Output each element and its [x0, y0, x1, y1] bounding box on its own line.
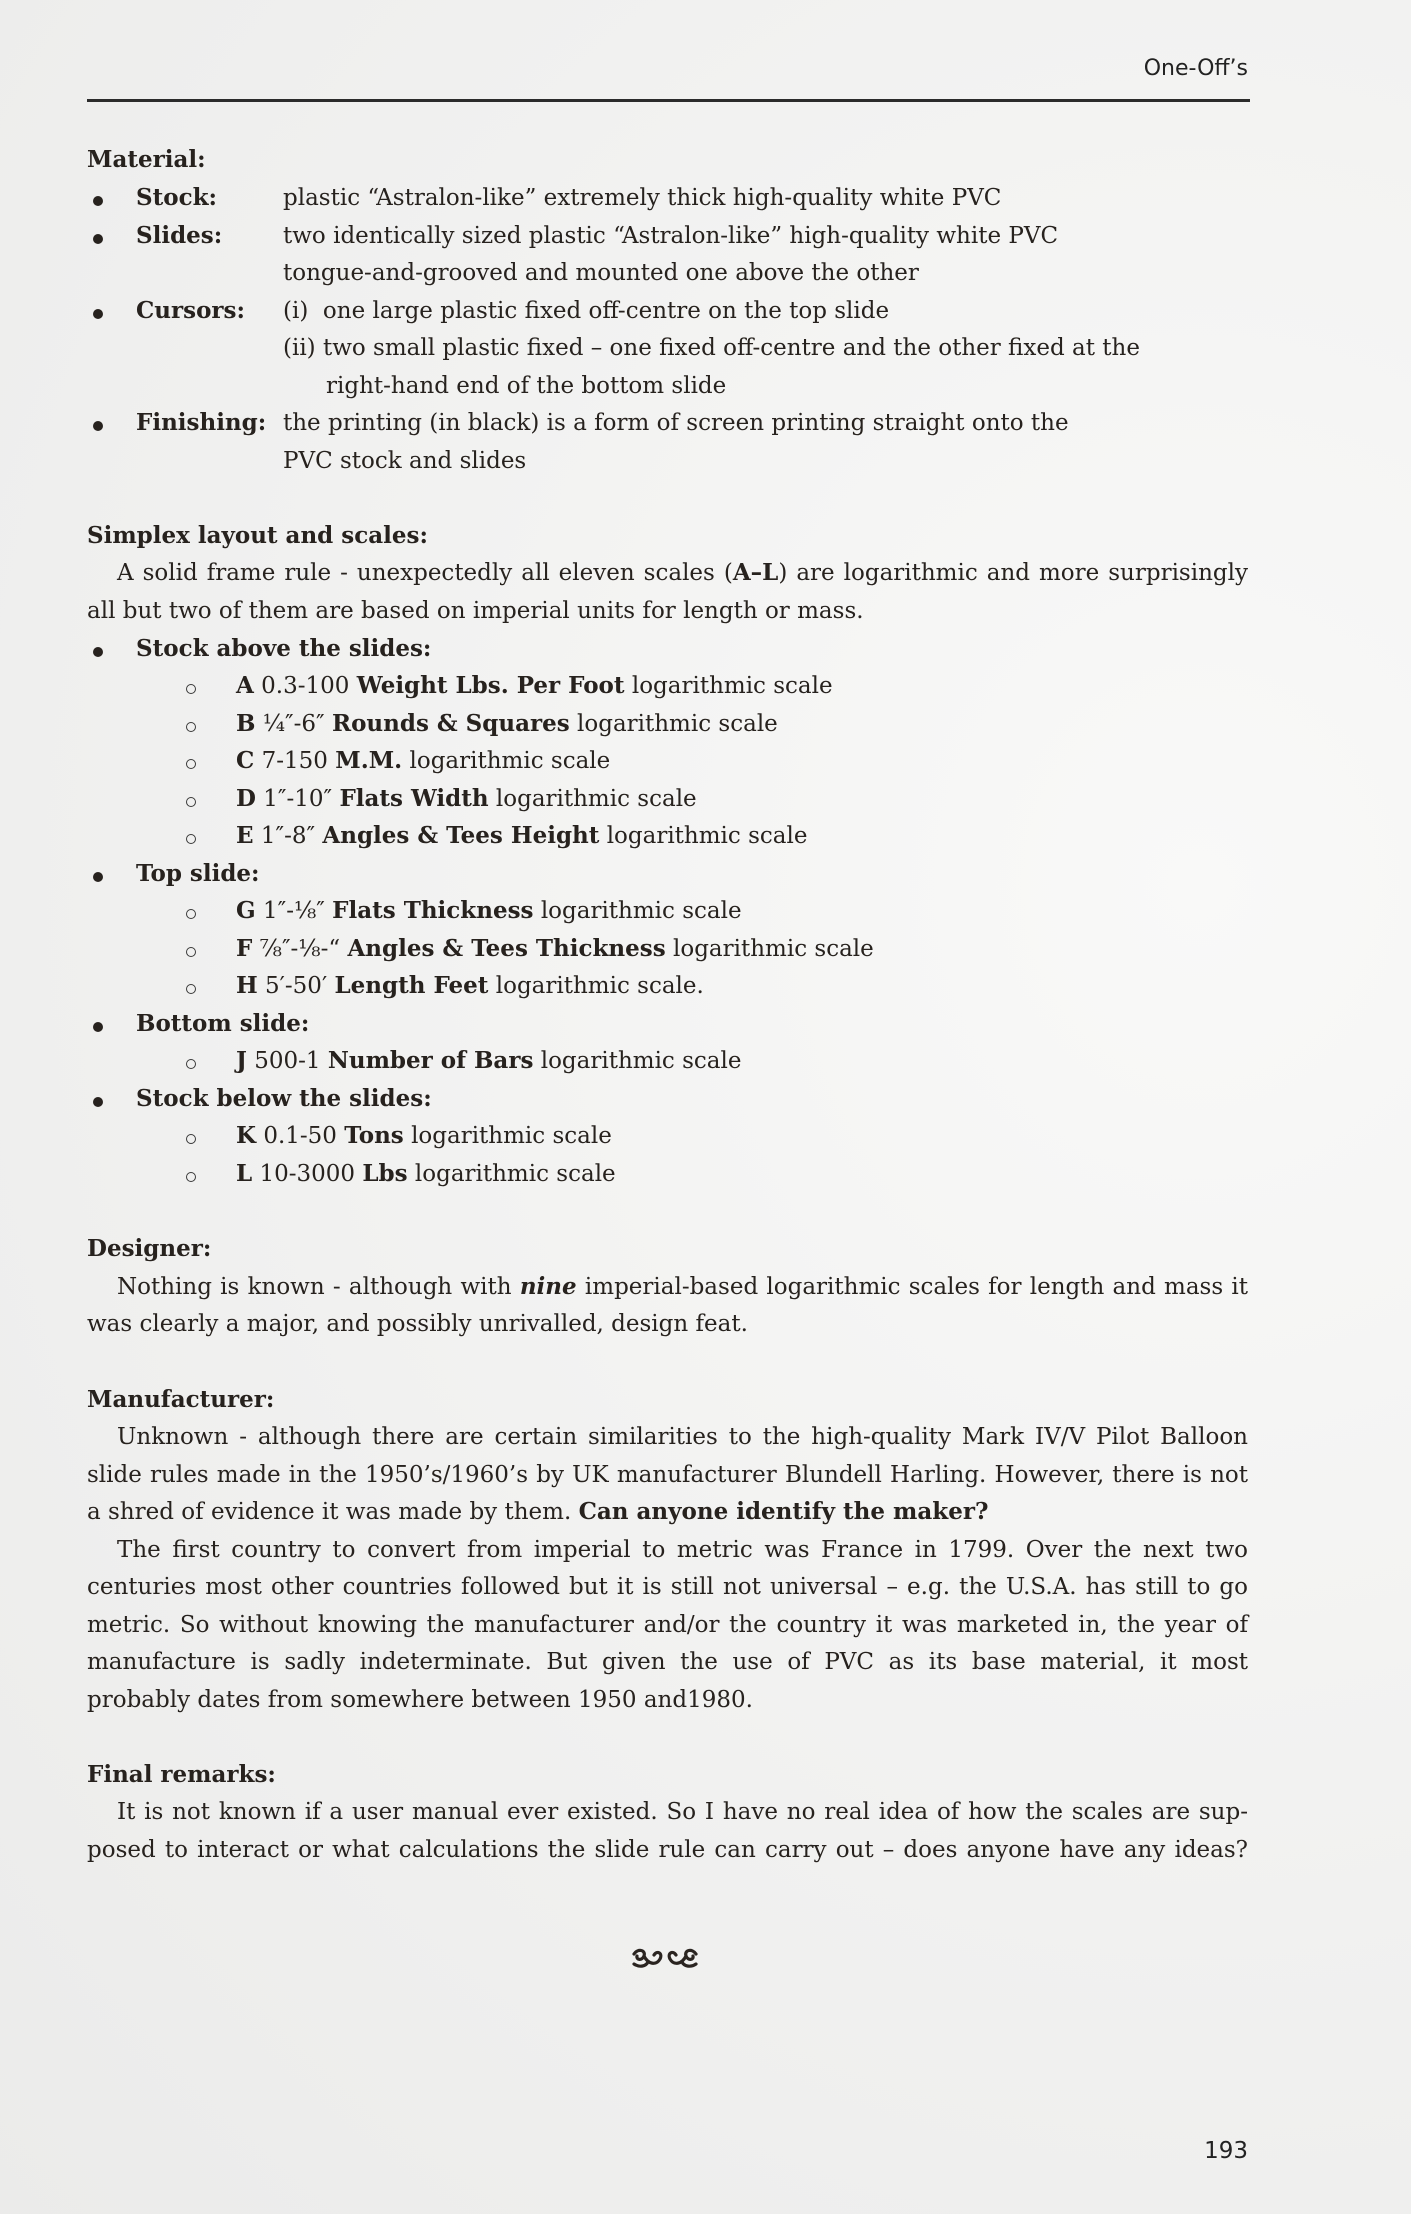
- scale-range: 1″-8″: [260, 823, 316, 849]
- scale-letter: H: [236, 972, 258, 999]
- scale-letter: J: [236, 1047, 247, 1074]
- circle-bullet-icon: [186, 984, 196, 994]
- scale-e: [236, 821, 1236, 851]
- bullet-icon: [93, 872, 103, 882]
- group-title-top-slide: Top slide:: [136, 860, 260, 887]
- scale-name: Flats Width: [339, 785, 489, 812]
- material-label-cursors: Cursors:: [136, 297, 245, 324]
- manufacturer-para2-line-2: centuries most other countries followed but it is still not universal – e.g. the U.S.A. has still to go: [87, 1574, 1248, 1600]
- final-remarks-line-2: posed to interact or what calculations the slide rule can carry out – does anyone have any ideas?: [87, 1837, 1248, 1863]
- scale-f: [236, 934, 1236, 964]
- scale-range: 1″-⅛″: [262, 898, 325, 924]
- scale-l: [236, 1159, 1236, 1189]
- scale-letter: G: [236, 897, 256, 924]
- scale-letter: D: [236, 785, 256, 812]
- designer-line-2: was clearly a major, and possibly unrivalled, design feat.: [87, 1311, 748, 1337]
- manufacturer-line-3: [87, 1497, 1248, 1527]
- material-value-slides: two identically sized plastic “Astralon-like” high-quality white PVC: [283, 223, 1059, 249]
- circle-bullet-icon: [186, 1134, 196, 1144]
- call-to-action-text: Can anyone identify the maker?: [578, 1498, 989, 1525]
- text-run: a shred of evidence it was made by them.: [87, 1499, 579, 1525]
- scale-name: Number of Bars: [327, 1047, 534, 1074]
- material-value-slides-cont: tongue-and-grooved and mounted one above the other: [283, 260, 919, 286]
- simplex-heading: Simplex layout and scales:: [87, 522, 428, 549]
- scale-letter: E: [236, 822, 254, 849]
- scale-range: 500-1: [254, 1048, 321, 1074]
- text-run: imperial-based logarithmic scales for length and mass it: [576, 1274, 1249, 1300]
- circle-bullet-icon: [186, 684, 196, 694]
- scale-name: Angles & Tees Thickness: [347, 935, 666, 962]
- circle-bullet-icon: [186, 722, 196, 732]
- scale-c: [236, 746, 1236, 776]
- page-number: 193: [1204, 2138, 1248, 2164]
- circle-bullet-icon: [186, 1059, 196, 1069]
- final-remarks-line-1: It is not known if a user manual ever existed. So I have no real idea of how the scales are sup-: [117, 1799, 1248, 1825]
- material-value-cursors-i: (i) one large plastic fixed off-centre on the top slide: [283, 298, 890, 324]
- scale-range: 10-3000: [259, 1161, 356, 1187]
- bullet-icon: [93, 647, 103, 657]
- circle-bullet-icon: [186, 909, 196, 919]
- scale-letter: B: [236, 710, 256, 737]
- scale-letter: F: [236, 935, 253, 962]
- material-value-finishing-cont: PVC stock and slides: [283, 448, 527, 474]
- material-label-stock: Stock:: [136, 184, 218, 211]
- scale-suffix: logarithmic scale.: [495, 973, 704, 999]
- text-run-emphasis: nine: [519, 1273, 577, 1300]
- circle-bullet-icon: [186, 947, 196, 957]
- scale-suffix: logarithmic scale: [672, 936, 874, 962]
- scale-b: [236, 709, 1236, 739]
- header-rule: [87, 99, 1250, 102]
- text-run-bold: A–L: [732, 559, 779, 586]
- scale-name: Flats Thickness: [332, 897, 534, 924]
- material-label-finishing: Finishing:: [136, 409, 267, 436]
- scale-range: 0.3-100: [261, 673, 350, 699]
- manufacturer-line-1: Unknown - although there are certain similarities to the high-quality Mark IV/V Pilot Balloon: [117, 1424, 1248, 1450]
- designer-line-1: [117, 1272, 1248, 1302]
- scale-name: Length Feet: [334, 972, 489, 999]
- scale-name: Lbs: [362, 1160, 408, 1187]
- manufacturer-para2-line-1: The first country to convert from imperial to metric was France in 1799. Over the next two: [117, 1537, 1248, 1563]
- manufacturer-line-2: slide rules made in the 1950’s/1960’s by UK manufacturer Blundell Harling. However, there is not: [87, 1462, 1248, 1488]
- manufacturer-para2-line-3: metric. So without knowing the manufacturer and/or the country it was marketed in, the year of: [87, 1612, 1248, 1638]
- group-title-stock-above: Stock above the slides:: [136, 635, 432, 662]
- material-heading: Material:: [87, 146, 206, 173]
- scale-range: 5′-50′: [265, 973, 328, 999]
- scale-letter: A: [236, 672, 254, 699]
- bullet-icon: [93, 309, 103, 319]
- bullet-icon: [93, 421, 103, 431]
- text-run: ) are logarithmic and more surprisingly: [778, 560, 1248, 586]
- scale-range: ¼″-6″: [262, 711, 325, 737]
- circle-bullet-icon: [186, 797, 196, 807]
- scale-suffix: logarithmic scale: [631, 673, 833, 699]
- scale-suffix: logarithmic scale: [606, 823, 808, 849]
- scale-range: 7-150: [261, 748, 328, 774]
- manufacturer-para2-line-5: probably dates from somewhere between 1950 and1980.: [87, 1687, 753, 1713]
- material-label-slides: Slides:: [136, 222, 223, 249]
- scale-name: M.M.: [335, 747, 403, 774]
- circle-bullet-icon: [186, 759, 196, 769]
- scale-suffix: logarithmic scale: [540, 898, 742, 924]
- scale-d: [236, 784, 1236, 814]
- scale-suffix: logarithmic scale: [414, 1161, 616, 1187]
- bullet-icon: [93, 1097, 103, 1107]
- text-run: A solid frame rule - unexpectedly all eleven scales (: [117, 560, 733, 586]
- scale-suffix: logarithmic scale: [411, 1123, 612, 1149]
- group-title-stock-below: Stock below the slides:: [136, 1085, 432, 1112]
- bullet-icon: [93, 1022, 103, 1032]
- scale-suffix: logarithmic scale: [495, 786, 697, 812]
- simplex-intro-line-1: [117, 558, 1248, 588]
- group-title-bottom-slide: Bottom slide:: [136, 1010, 310, 1037]
- scale-name: Weight Lbs. Per Foot: [356, 672, 625, 699]
- scale-range: 0.1-50: [263, 1123, 337, 1149]
- material-value-cursors-ii: (ii) two small plastic fixed – one fixed off-centre and the other fixed at the: [283, 335, 1140, 361]
- scale-name: Rounds & Squares: [331, 710, 570, 737]
- bullet-icon: [93, 196, 103, 206]
- circle-bullet-icon: [186, 834, 196, 844]
- final-remarks-heading: Final remarks:: [87, 1761, 276, 1788]
- scale-a: [236, 671, 1236, 701]
- fleuron-ornament-icon: [630, 1946, 700, 1972]
- scale-j: [236, 1046, 1236, 1076]
- manufacturer-heading: Manufacturer:: [87, 1386, 275, 1413]
- scale-g: [236, 896, 1236, 926]
- scale-letter: C: [236, 747, 255, 774]
- designer-heading: Designer:: [87, 1235, 212, 1262]
- material-value-stock: plastic “Astralon-like” extremely thick high-quality white PVC: [283, 185, 1002, 211]
- bullet-icon: [93, 234, 103, 244]
- scale-letter: K: [236, 1122, 256, 1149]
- material-value-finishing: the printing (in black) is a form of screen printing straight onto the: [283, 410, 1069, 436]
- simplex-intro-line-2: all but two of them are based on imperial units for length or mass.: [87, 598, 864, 624]
- scale-suffix: logarithmic scale: [409, 748, 611, 774]
- manufacturer-para2-line-4: manufacture is sadly indeterminate. But given the use of PVC as its base material, it most: [87, 1649, 1248, 1675]
- text-run: Nothing is known - although with: [117, 1274, 520, 1300]
- scale-range: ⅞″-⅛-“: [259, 936, 341, 962]
- scale-suffix: logarithmic scale: [540, 1048, 742, 1074]
- circle-bullet-icon: [186, 1172, 196, 1182]
- running-head: One-Off’s: [1143, 56, 1248, 81]
- scale-name: Angles & Tees Height: [322, 822, 600, 849]
- scale-k: [236, 1121, 1236, 1151]
- scale-h: [236, 971, 1236, 1001]
- scale-range: 1″-10″: [263, 786, 333, 812]
- scale-name: Tons: [344, 1122, 404, 1149]
- scale-suffix: logarithmic scale: [577, 711, 778, 737]
- material-value-cursors-ii-cont: right-hand end of the bottom slide: [326, 373, 727, 399]
- scale-letter: L: [236, 1160, 253, 1187]
